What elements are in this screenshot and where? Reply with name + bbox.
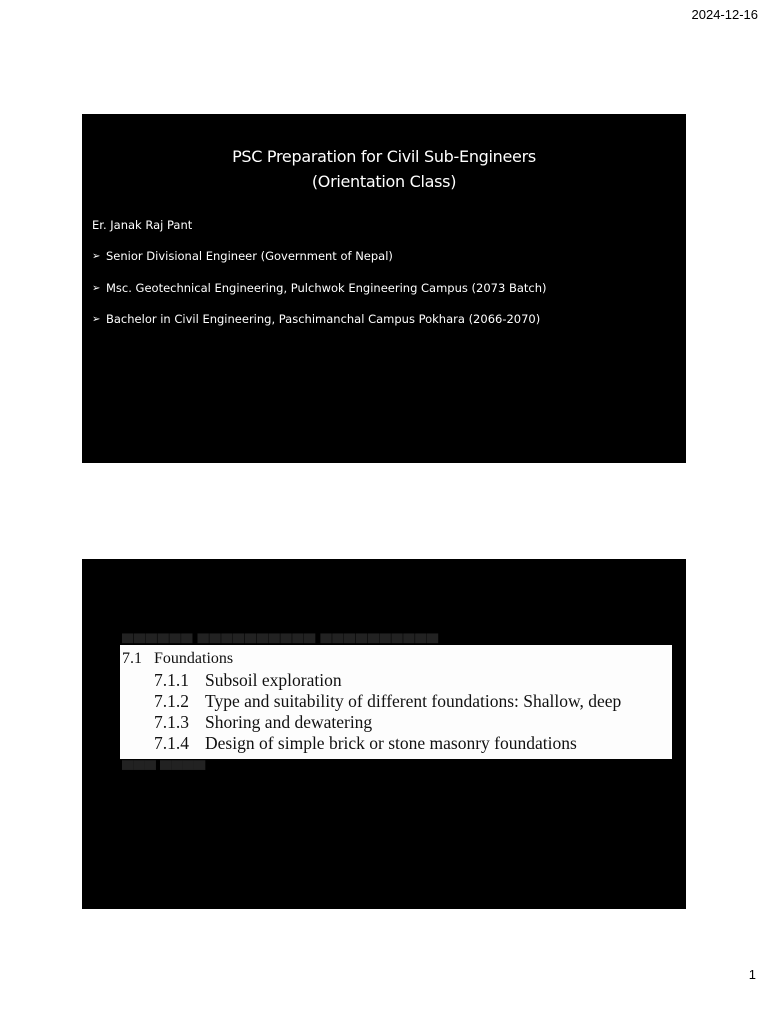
cropped-text-top: ▀▀▀▀▀▀ ▀▀▀▀▀▀▀▀▀▀ ▀▀▀▀▀▀▀▀▀▀ — [122, 635, 439, 652]
syllabus-heading-number: 7.1 — [122, 650, 142, 667]
syllabus-item-text: Design of simple brick or stone masonry foundations — [205, 733, 577, 753]
slide-title-line-1: PSC Preparation for Civil Sub-Engineers — [232, 147, 536, 166]
list-item-text: Senior Divisional Engineer (Government of Nepal) — [106, 249, 393, 263]
slide-title-line-2: (Orientation Class) — [311, 172, 457, 191]
syllabus-item — [154, 733, 577, 754]
syllabus-item — [154, 691, 621, 712]
arrow-bullet-icon: ➢ — [92, 251, 101, 262]
list-item-text: Msc. Geotechnical Engineering, Pulchwok Engineering Campus (2073 Batch) — [106, 280, 547, 295]
syllabus-item-number: 7.1.3 — [154, 712, 189, 732]
slide-1 — [82, 114, 686, 463]
syllabus-heading — [122, 650, 233, 668]
slide-2 — [82, 559, 686, 909]
arrow-bullet-icon: ➢ — [92, 282, 101, 294]
list-item-text: Bachelor in Civil Engineering, Paschimanchal Campus Pokhara (2066-2070) — [106, 312, 541, 326]
cropped-text-bottom: ▄▄▄ ▄▄▄▄ — [122, 752, 206, 769]
list-item — [92, 249, 547, 281]
syllabus-item — [154, 670, 342, 691]
syllabus-excerpt-image — [120, 635, 672, 769]
page-date: 2024-12-16 — [691, 7, 758, 22]
syllabus-item-text: Subsoil exploration — [205, 670, 342, 690]
syllabus-item-number: 7.1.1 — [154, 670, 189, 690]
syllabus-item-text: Shoring and dewatering — [205, 712, 373, 732]
slide-title — [82, 144, 686, 194]
syllabus-item-text: Type and suitability of different foundations: Shallow, deep — [205, 691, 622, 711]
syllabus-item-number: 7.1.4 — [154, 733, 189, 753]
arrow-bullet-icon: ➢ — [92, 314, 101, 325]
page-number: 1 — [748, 967, 756, 982]
syllabus-heading-text: Foundations — [154, 650, 234, 667]
syllabus-item-number: 7.1.2 — [154, 691, 189, 711]
author-name: Er. Janak Raj Pant — [92, 218, 193, 232]
credentials-list — [92, 249, 547, 344]
syllabus-item — [154, 712, 372, 733]
list-item — [92, 312, 547, 344]
list-item — [92, 281, 547, 313]
